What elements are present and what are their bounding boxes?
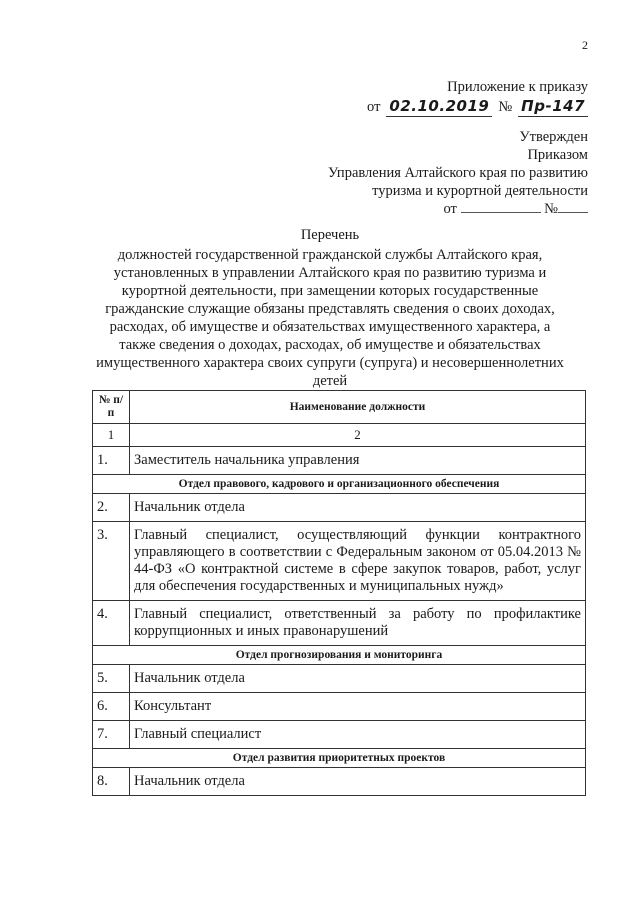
column-index-1: 1 xyxy=(93,424,130,447)
header-name: Наименование должности xyxy=(130,391,586,424)
approval-date-line xyxy=(278,200,588,218)
position-name: Консультант xyxy=(130,693,586,721)
table-row xyxy=(93,447,586,475)
row-number: 6. xyxy=(93,693,130,721)
row-number: 1. xyxy=(93,447,130,475)
section-header-row xyxy=(93,749,586,768)
approval-line-4: туризма и курортной деятельности xyxy=(372,183,588,199)
section-title: Отдел развития приоритетных проектов xyxy=(93,749,586,768)
appendix-date: 02.10.2019 xyxy=(386,97,492,117)
document-title: Перечень xyxy=(300,227,360,243)
appendix-label: Приложение к приказу xyxy=(447,79,588,95)
table-row xyxy=(93,693,586,721)
table-row xyxy=(93,768,586,796)
appendix-order-line xyxy=(288,97,588,117)
table-row xyxy=(93,665,586,693)
position-name: Заместитель начальника управления xyxy=(130,447,586,475)
row-number: 5. xyxy=(93,665,130,693)
document-heading xyxy=(90,226,570,390)
document-subtitle: должностей государственной гражданской службы Алтайского края, установленных в управлении Алтайского края по развитию туризма и курортной деятельности, при замещении которых государственные гражданские служащие обязаны представлять сведения о своих доходах, расходах, об имуществе и обязательствах имущественного характера, а также сведения о доходах, расходах, об имуществе и обязательствах имущественного характера своих супруги (супруга) и несовершеннолетних детей xyxy=(96,247,564,389)
appendix-block xyxy=(288,78,588,117)
section-title: Отдел правового, кадрового и организационного обеспечения xyxy=(93,475,586,494)
approval-from-prefix: от xyxy=(443,201,457,217)
position-name: Главный специалист, осуществляющий функции контрактного управляющего в соответствии с Федеральным законом от 05.04.2013 № 44-ФЗ «О контрактной системе в сфере закупок товаров, работ, услуг для обеспечения государственных и муниципальных нужд» xyxy=(130,522,586,601)
row-number: 3. xyxy=(93,522,130,601)
appendix-from-prefix: от xyxy=(367,99,381,115)
approval-date-blank xyxy=(461,200,541,213)
table-body xyxy=(93,447,586,796)
header-num: № п/п xyxy=(93,391,130,424)
positions-table xyxy=(92,390,586,796)
table-row xyxy=(93,601,586,646)
position-name: Начальник отдела xyxy=(130,494,586,522)
page-number: 2 xyxy=(582,38,588,52)
appendix-number: Пр-147 xyxy=(518,97,588,117)
table-row xyxy=(93,721,586,749)
column-index-2: 2 xyxy=(130,424,586,447)
approval-number-blank xyxy=(558,200,588,213)
approval-block xyxy=(278,128,588,218)
section-header-row xyxy=(93,475,586,494)
row-number: 4. xyxy=(93,601,130,646)
approval-number-prefix: № xyxy=(544,201,558,217)
table-row xyxy=(93,494,586,522)
approval-line-1: Утвержден xyxy=(519,129,588,145)
position-name: Начальник отдела xyxy=(130,665,586,693)
row-number: 8. xyxy=(93,768,130,796)
row-number: 2. xyxy=(93,494,130,522)
position-name: Начальник отдела xyxy=(130,768,586,796)
approval-line-3: Управления Алтайского края по развитию xyxy=(327,165,588,181)
position-name: Главный специалист, ответственный за работу по профилактике коррупционных и иных правонарушений xyxy=(130,601,586,646)
section-title: Отдел прогнозирования и мониторинга xyxy=(93,646,586,665)
row-number: 7. xyxy=(93,721,130,749)
table-row xyxy=(93,522,586,601)
appendix-number-prefix: № xyxy=(498,99,513,115)
section-header-row xyxy=(93,646,586,665)
approval-line-2: Приказом xyxy=(527,147,588,163)
position-name: Главный специалист xyxy=(130,721,586,749)
table-header-row xyxy=(93,391,586,424)
column-index-row xyxy=(93,424,586,447)
